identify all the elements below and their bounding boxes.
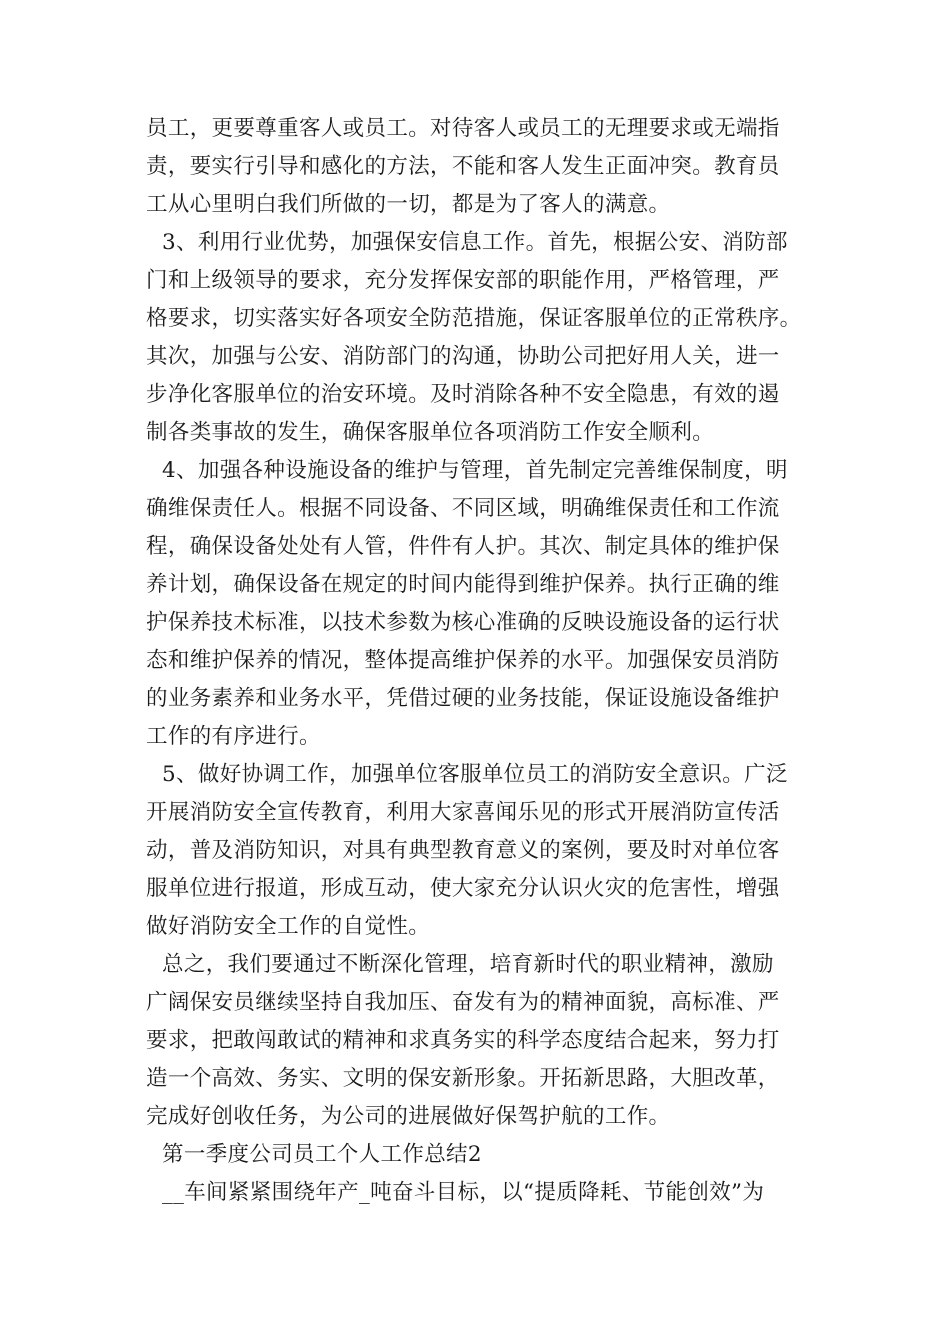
body-line: 工从心里明白我们所做的一切，都是为了客人的满意。 [146,192,671,217]
body-line: 造一个高效、务实、文明的保安新形象。开拓新思路，大胆改革， [146,1066,780,1091]
body-line: 做好消防安全工作的自觉性。 [146,914,431,939]
body-line: 完成好创收任务，为公司的进展做好保驾护航的工作。 [146,1104,671,1129]
body-line: __车间紧紧围绕年产_吨奋斗目标，以“提质降耗、节能创效”为 [162,1180,765,1205]
body-line: 广阔保安员继续坚持自我加压、奋发有为的精神面貌，高标准、严 [146,990,780,1015]
section-title: 第一季度公司员工个人工作总结2 [162,1142,482,1167]
conclusion-start: 总之，我们要通过不断深化管理，培育新时代的职业精神，激励 [162,952,774,977]
body-line: 要求，把敢闯敢试的精神和求真务实的科学态度结合起来，努力打 [146,1028,780,1053]
body-line: 服单位进行报道，形成互动，使大家充分认识火灾的危害性，增强 [146,876,780,901]
paragraph-3-start: 3、利用行业优势，加强保安信息工作。首先，根据公安、消防部 [162,230,788,255]
body-line: 制各类事故的发生，确保客服单位各项消防工作安全顺利。 [146,420,715,445]
paragraph-4-start: 4、加强各种设施设备的维护与管理，首先制定完善维保制度，明 [162,458,788,483]
body-line: 程，确保设备处处有人管，件件有人护。其次、制定具体的维护保 [146,534,780,559]
body-line: 门和上级领导的要求，充分发挥保安部的职能作用，严格管理，严 [146,268,780,293]
body-line: 的业务素养和业务水平，凭借过硬的业务技能，保证设施设备维护 [146,686,780,711]
body-line: 其次，加强与公安、消防部门的沟通，协助公司把好用人关，进一 [146,344,780,369]
body-line: 步净化客服单位的治安环境。及时消除各种不安全隐患，有效的遏 [146,382,780,407]
body-line: 开展消防安全宣传教育，利用大家喜闻乐见的形式开展消防宣传活 [146,800,780,825]
body-line: 责，要实行引导和感化的方法，不能和客人发生正面冲突。教育员 [146,154,780,179]
body-line: 确维保责任人。根据不同设备、不同区域，明确维保责任和工作流 [146,496,780,521]
body-line: 动，普及消防知识，对具有典型教育意义的案例，要及时对单位客 [146,838,780,863]
body-line: 工作的有序进行。 [146,724,321,749]
body-line: 养计划，确保设备在规定的时间内能得到维护保养。执行正确的维 [146,572,780,597]
body-line: 态和维护保养的情况，整体提高维护保养的水平。加强保安员消防 [146,648,780,673]
body-line: 护保养技术标准，以技术参数为核心准确的反映设施设备的运行状 [146,610,780,635]
paragraph-5-start: 5、做好协调工作，加强单位客服单位员工的消防安全意识。广泛 [162,762,788,787]
body-line: 员工，更要尊重客人或员工。对待客人或员工的无理要求或无端指 [146,116,780,141]
body-line: 格要求，切实落实好各项安全防范措施，保证客服单位的正常秩序。 [146,306,802,331]
